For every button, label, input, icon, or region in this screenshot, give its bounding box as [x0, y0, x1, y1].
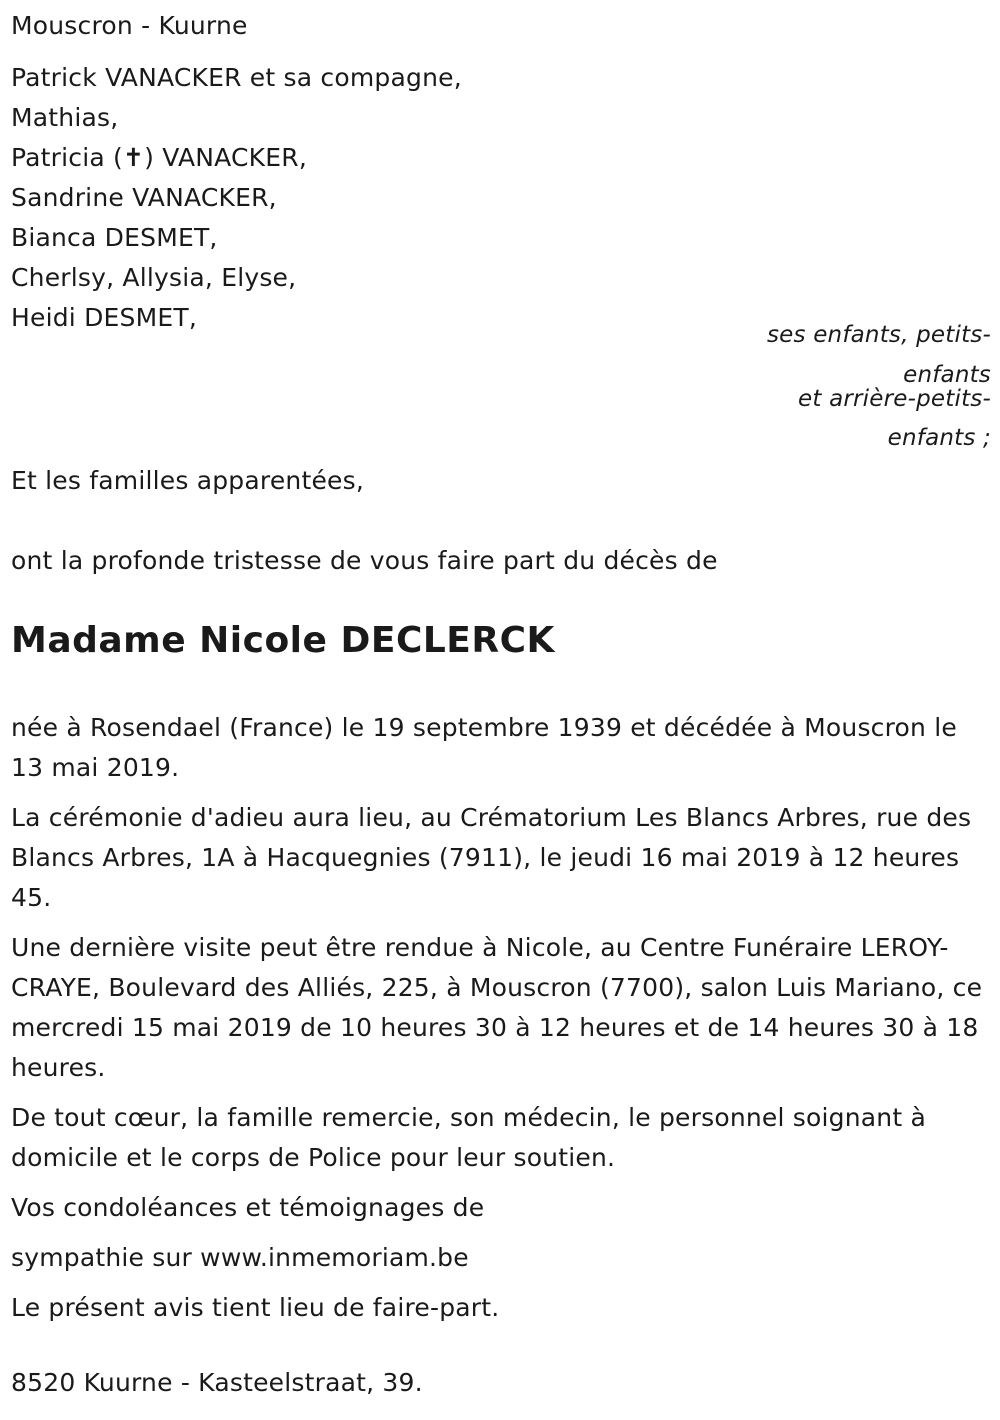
deceased-name: Madame Nicole DECLERCK [11, 620, 555, 661]
notice-statement: Le présent avis tient lieu de faire-part. [11, 1293, 500, 1322]
related-families: Et les familles apparentées, [11, 466, 364, 495]
family-member: Patrick VANACKER et sa compagne, [11, 63, 462, 92]
location-header: Mouscron - Kuurne [11, 11, 248, 40]
thanks-paragraph: De tout cœur, la famille remercie, son médecin, le personnel soignant à domicile et le corps de Police pour leur soutien. [11, 1103, 927, 1172]
condolences-line: Vos condoléances et témoignages de [11, 1193, 485, 1222]
footer-address: 8520 Kuurne - Kasteelstraat, 39. [11, 1368, 423, 1397]
family-list [11, 58, 462, 338]
relation-line: et arrière-petits- [798, 386, 991, 412]
family-member: Mathias, [11, 103, 119, 132]
birth-death-paragraph: née à Rosendael (France) le 19 septembre 1939 et décédée à Mouscron le 13 mai 2019. [11, 713, 957, 782]
family-member: Patricia (✝) VANACKER, [11, 143, 307, 172]
announcement-text: ont la profonde tristesse de vous faire part du décès de [11, 546, 718, 575]
notice-body [11, 708, 986, 1338]
family-member: Cherlsy, Allysia, Elyse, [11, 263, 297, 292]
family-member: Bianca DESMET, [11, 223, 218, 252]
family-member: Sandrine VANACKER, [11, 183, 277, 212]
relation-line: enfants [903, 362, 991, 388]
condolences-website-line: sympathie sur www.inmemoriam.be [11, 1243, 469, 1272]
ceremony-paragraph: La cérémonie d'adieu aura lieu, au Crématorium Les Blancs Arbres, rue des Blancs Arbres, 1A à Hacquegnies (7911), le jeudi 16 mai 2019 à 12 heures 45. [11, 803, 972, 912]
family-member: Heidi DESMET, [11, 303, 197, 332]
visit-paragraph: Une dernière visite peut être rendue à Nicole, au Centre Funéraire LEROY-CRAYE, Boulevard des Alliés, 225, à Mouscron (7700), salon Luis Mariano, ce mercredi 15 mai 2019 de 10 heures 30 à 12 heures et de 14 heures 30 à 18 heures. [11, 933, 983, 1082]
relation-line: ses enfants, petits- [766, 322, 991, 348]
relation-line: enfants ; [887, 425, 991, 451]
